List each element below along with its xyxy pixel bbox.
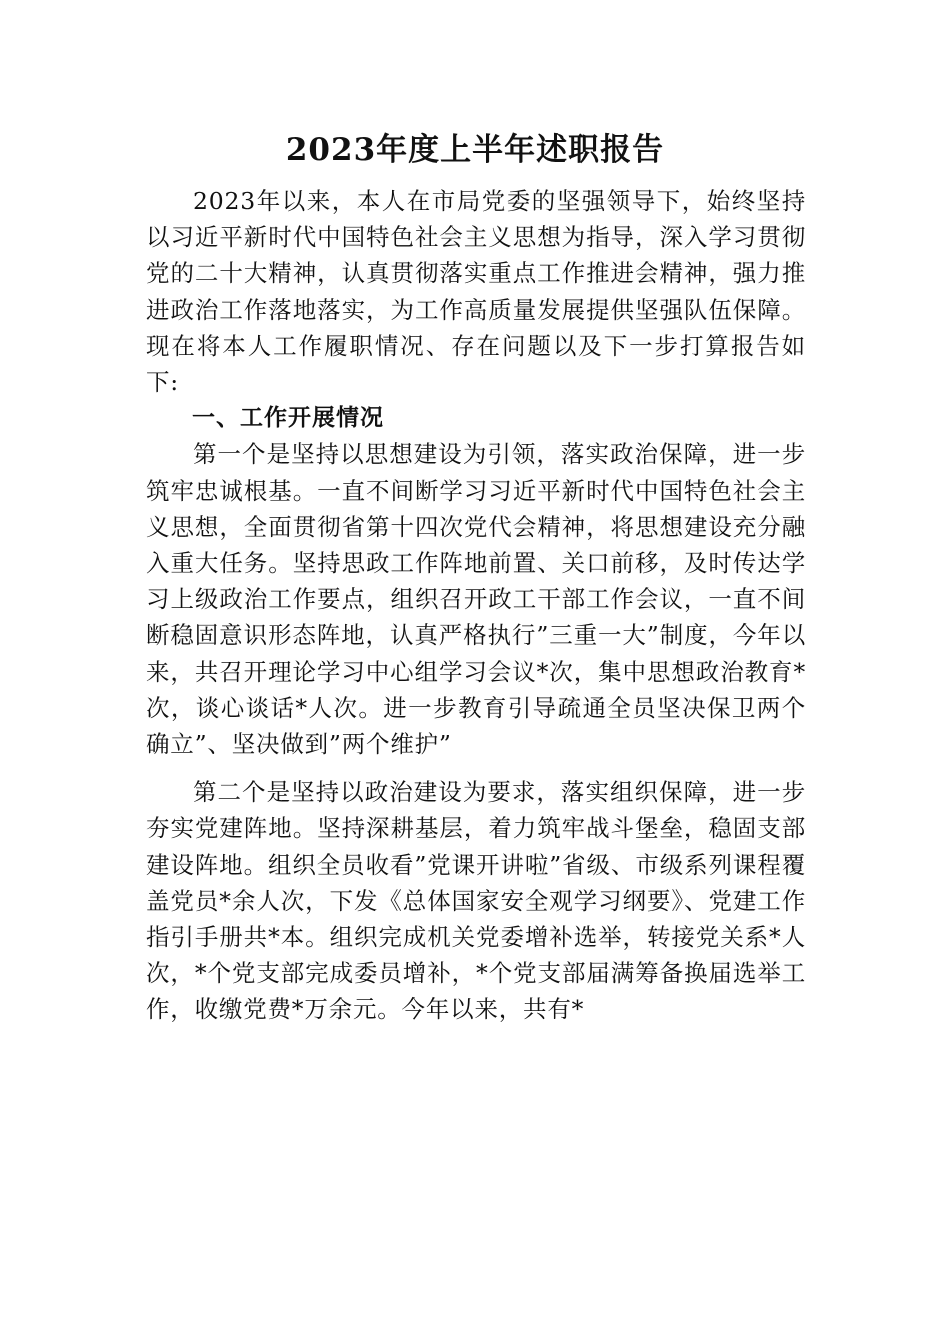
intro-paragraph: 2023年以来，本人在市局党委的坚强领导下，始终坚持以习近平新时代中国特色社会主义思想为指导，深入学习贯彻党的二十大精神，认真贯彻落实重点工作推进会精神，强力推进政治工作落地落实，为工作高质量发展提供坚强队伍保障。现在将本人工作履职情况、存在问题以及下一步打算报告如下: bbox=[146, 187, 806, 397]
document-body bbox=[146, 183, 806, 1028]
paragraph-2: 第二个是坚持以政治建设为要求，落实组织保障，进一步夯实党建阵地。坚持深耕基层，着力筑牢战斗堡垒，稳固支部建设阵地。组织全员收看”党课开讲啦”省级、市级系列课程覆盖党员*余人次，下发《总体国家安全观学习纲要》、党建工作指引手册共*本。组织完成机关党委增补选举，转接党关系*人次，*个党支部完成委员增补，*个党支部届满筹备换届选举工作，收缴党费*万余元。今年以来，共有* bbox=[146, 778, 806, 1024]
document-title: 2023年度上半年述职报告 bbox=[285, 132, 665, 168]
paragraph-1: 第一个是坚持以思想建设为引领，落实政治保障，进一步筑牢忠诚根基。一直不间断学习习近平新时代中国特色社会主义思想，全面贯彻省第十四次党代会精神，将思想建设充分融入重大任务。坚持思政工作阵地前置、关口前移，及时传达学习上级政治工作要点，组织召开政工干部工作会议，一直不间断稳固意识形态阵地，认真严格执行”三重一大”制度，今年以来，共召开理论学习中心组学习会议*次，集中思想政治教育*次，谈心谈话*人次。进一步教育引导疏通全员坚决保卫两个确立”、坚决做到”两个维护” bbox=[146, 440, 806, 759]
section-heading: 一、工作开展情况 bbox=[192, 405, 384, 432]
